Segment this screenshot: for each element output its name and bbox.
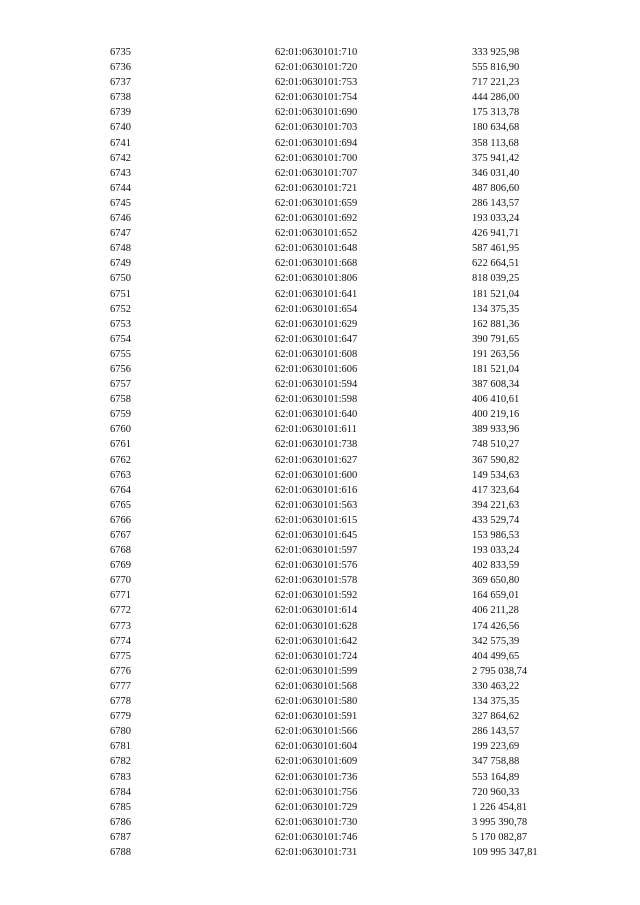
cadastral-number: 62:01:0630101:707 [275, 167, 358, 179]
row-number: 6739 [110, 107, 131, 119]
row-number: 6760 [110, 424, 131, 436]
row-number: 6742 [110, 152, 131, 164]
cadastral-value: 346 031,40 [472, 167, 520, 179]
cadastral-number: 62:01:0630101:591 [275, 711, 358, 723]
cadastral-value: 327 864,62 [472, 711, 520, 723]
cadastral-number: 62:01:0630101:627 [275, 454, 358, 466]
row-number: 6755 [110, 348, 131, 360]
cadastral-number: 62:01:0630101:611 [275, 424, 357, 436]
cadastral-value: 406 410,61 [472, 394, 520, 406]
table-row [110, 513, 570, 528]
row-number: 6778 [110, 696, 131, 708]
row-number: 6765 [110, 499, 131, 511]
cadastral-number: 62:01:0630101:720 [275, 62, 358, 74]
cadastral-number: 62:01:0630101:730 [275, 816, 358, 828]
cadastral-number: 62:01:0630101:606 [275, 363, 358, 375]
row-number: 6777 [110, 680, 131, 692]
cadastral-value: 404 499,65 [472, 650, 520, 662]
row-number: 6736 [110, 62, 131, 74]
cadastral-value: 193 033,24 [472, 213, 520, 225]
row-number: 6754 [110, 333, 131, 345]
cadastral-value: 487 806,60 [472, 182, 520, 194]
cadastral-value: 333 925,98 [472, 47, 520, 58]
table-row [110, 845, 570, 860]
table-row [110, 60, 570, 75]
cadastral-number: 62:01:0630101:703 [275, 122, 358, 134]
cadastral-value: 717 221,23 [472, 77, 520, 89]
cadastral-number: 62:01:0630101:694 [275, 137, 358, 149]
row-number: 6775 [110, 650, 131, 662]
cadastral-value-table [110, 45, 570, 860]
cadastral-number: 62:01:0630101:736 [275, 771, 358, 783]
row-number: 6743 [110, 167, 131, 179]
table-row [110, 181, 570, 196]
table-row [110, 483, 570, 498]
cadastral-number: 62:01:0630101:598 [275, 394, 358, 406]
cadastral-number: 62:01:0630101:746 [275, 831, 358, 843]
table-row [110, 302, 570, 317]
table-row [110, 437, 570, 452]
cadastral-number: 62:01:0630101:648 [275, 243, 358, 255]
cadastral-value: 175 313,78 [472, 107, 520, 119]
row-number: 6750 [110, 273, 131, 285]
cadastral-number: 62:01:0630101:614 [275, 605, 358, 617]
row-number: 6787 [110, 831, 131, 843]
cadastral-number: 62:01:0630101:592 [275, 590, 358, 602]
cadastral-value: 390 791,65 [472, 333, 520, 345]
cadastral-number: 62:01:0630101:654 [275, 303, 358, 315]
cadastral-number: 62:01:0630101:576 [275, 560, 358, 572]
cadastral-value: 358 113,68 [472, 137, 519, 149]
cadastral-value: 400 219,16 [472, 409, 520, 421]
cadastral-value: 134 375,35 [472, 696, 520, 708]
table-row [110, 588, 570, 603]
row-number: 6761 [110, 439, 131, 451]
table-row [110, 770, 570, 785]
table-row [110, 422, 570, 437]
cadastral-number: 62:01:0630101:756 [275, 786, 358, 798]
table-row [110, 754, 570, 769]
cadastral-number: 62:01:0630101:599 [275, 665, 358, 677]
cadastral-value: 818 039,25 [472, 273, 520, 285]
cadastral-number: 62:01:0630101:641 [275, 288, 358, 300]
cadastral-value: 347 758,88 [472, 756, 520, 768]
table-row [110, 724, 570, 739]
row-number: 6745 [110, 197, 131, 209]
row-number: 6744 [110, 182, 131, 194]
table-row [110, 694, 570, 709]
cadastral-value: 180 634,68 [472, 122, 520, 134]
cadastral-number: 62:01:0630101:563 [275, 499, 358, 511]
table-row [110, 528, 570, 543]
row-number: 6785 [110, 801, 131, 813]
row-number: 6748 [110, 243, 131, 255]
cadastral-number: 62:01:0630101:729 [275, 801, 358, 813]
table-row [110, 709, 570, 724]
cadastral-value: 193 033,24 [472, 545, 520, 557]
cadastral-value: 417 323,64 [472, 484, 520, 496]
row-number: 6737 [110, 77, 131, 89]
row-number: 6766 [110, 514, 131, 526]
table-row [110, 392, 570, 407]
row-number: 6741 [110, 137, 131, 149]
table-row [110, 362, 570, 377]
cadastral-number: 62:01:0630101:721 [275, 182, 358, 194]
cadastral-number: 62:01:0630101:753 [275, 77, 358, 89]
table-row [110, 287, 570, 302]
table-row [110, 573, 570, 588]
table-row [110, 634, 570, 649]
table-row [110, 347, 570, 362]
cadastral-number: 62:01:0630101:566 [275, 726, 358, 738]
cadastral-value: 367 590,82 [472, 454, 520, 466]
cadastral-value: 426 941,71 [472, 228, 520, 240]
cadastral-value: 174 426,56 [472, 620, 520, 632]
cadastral-number: 62:01:0630101:600 [275, 469, 358, 481]
cadastral-number: 62:01:0630101:642 [275, 635, 358, 647]
row-number: 6767 [110, 530, 131, 541]
cadastral-value: 149 534,63 [472, 469, 520, 481]
cadastral-number: 62:01:0630101:652 [275, 228, 358, 240]
table-row [110, 619, 570, 634]
cadastral-number: 62:01:0630101:604 [275, 741, 358, 753]
cadastral-number: 62:01:0630101:578 [275, 575, 358, 587]
cadastral-number: 62:01:0630101:754 [275, 92, 358, 104]
cadastral-number: 62:01:0630101:629 [275, 318, 358, 330]
cadastral-value: 199 223,69 [472, 741, 520, 753]
cadastral-value: 286 143,57 [472, 726, 520, 738]
cadastral-number: 62:01:0630101:628 [275, 620, 358, 632]
cadastral-number: 62:01:0630101:724 [275, 650, 358, 662]
table-row [110, 377, 570, 392]
table-row [110, 800, 570, 815]
row-number: 6764 [110, 484, 131, 496]
cadastral-value: 555 816,90 [472, 62, 520, 74]
row-number: 6779 [110, 711, 131, 723]
cadastral-value: 164 659,01 [472, 590, 520, 602]
cadastral-number: 62:01:0630101:568 [275, 680, 358, 692]
table-row [110, 739, 570, 754]
row-number: 6759 [110, 409, 131, 421]
row-number: 6773 [110, 620, 131, 632]
cadastral-number: 62:01:0630101:806 [275, 273, 358, 285]
cadastral-number: 62:01:0630101:608 [275, 348, 358, 360]
row-number: 6776 [110, 665, 131, 677]
row-number: 6780 [110, 726, 131, 738]
table-row [110, 785, 570, 800]
cadastral-number: 62:01:0630101:710 [275, 47, 358, 58]
cadastral-value: 720 960,33 [472, 786, 520, 798]
cadastral-number: 62:01:0630101:645 [275, 530, 358, 541]
table-row [110, 151, 570, 166]
table-row [110, 679, 570, 694]
row-number: 6768 [110, 545, 131, 557]
table-row [110, 453, 570, 468]
row-number: 6757 [110, 379, 131, 391]
cadastral-number: 62:01:0630101:690 [275, 107, 358, 119]
cadastral-number: 62:01:0630101:700 [275, 152, 358, 164]
table-row [110, 75, 570, 90]
table-row [110, 45, 570, 60]
cadastral-number: 62:01:0630101:580 [275, 696, 358, 708]
cadastral-value: 553 164,89 [472, 771, 520, 783]
table-row [110, 543, 570, 558]
cadastral-value: 2 795 038,74 [472, 665, 528, 677]
cadastral-number: 62:01:0630101:692 [275, 213, 358, 225]
cadastral-value: 375 941,42 [472, 152, 520, 164]
cadastral-value: 191 263,56 [472, 348, 520, 360]
cadastral-value: 162 881,36 [472, 318, 520, 330]
row-number: 6749 [110, 258, 131, 270]
cadastral-number: 62:01:0630101:609 [275, 756, 358, 768]
cadastral-value: 1 226 454,81 [472, 801, 528, 813]
table-row [110, 815, 570, 830]
row-number: 6781 [110, 741, 131, 753]
row-number: 6784 [110, 786, 131, 798]
row-number: 6752 [110, 303, 131, 315]
table-row [110, 498, 570, 513]
table-row [110, 407, 570, 422]
table-row [110, 317, 570, 332]
cadastral-number: 62:01:0630101:659 [275, 197, 358, 209]
cadastral-number: 62:01:0630101:640 [275, 409, 358, 421]
cadastral-value: 153 986,53 [472, 530, 520, 541]
cadastral-value: 181 521,04 [472, 363, 520, 375]
cadastral-value: 587 461,95 [472, 243, 520, 255]
row-number: 6783 [110, 771, 131, 783]
cadastral-value: 286 143,57 [472, 197, 520, 209]
cadastral-value: 433 529,74 [472, 514, 520, 526]
row-number: 6774 [110, 635, 131, 647]
cadastral-value: 369 650,80 [472, 575, 520, 587]
cadastral-value: 330 463,22 [472, 680, 520, 692]
row-number: 6771 [110, 590, 131, 602]
row-number: 6772 [110, 605, 131, 617]
table-row [110, 120, 570, 135]
cadastral-value: 389 933,96 [472, 424, 520, 436]
cadastral-value: 181 521,04 [472, 288, 520, 300]
table-row [110, 649, 570, 664]
cadastral-value: 406 211,28 [472, 605, 519, 617]
row-number: 6747 [110, 228, 131, 240]
table-row [110, 271, 570, 286]
cadastral-value: 3 995 390,78 [472, 816, 528, 828]
row-number: 6751 [110, 288, 131, 300]
cadastral-number: 62:01:0630101:738 [275, 439, 358, 451]
cadastral-value: 134 375,35 [472, 303, 520, 315]
table-row [110, 166, 570, 181]
row-number: 6740 [110, 122, 131, 134]
row-number: 6738 [110, 92, 131, 104]
row-number: 6756 [110, 363, 131, 375]
row-number: 6782 [110, 756, 131, 768]
cadastral-number: 62:01:0630101:731 [275, 846, 358, 858]
table-row [110, 226, 570, 241]
cadastral-number: 62:01:0630101:597 [275, 545, 358, 557]
cadastral-value: 402 833,59 [472, 560, 520, 572]
table-row [110, 558, 570, 573]
table-row [110, 241, 570, 256]
row-number: 6746 [110, 213, 131, 225]
table-row [110, 468, 570, 483]
table-row [110, 136, 570, 151]
cadastral-number: 62:01:0630101:615 [275, 514, 358, 526]
cadastral-number: 62:01:0630101:616 [275, 484, 358, 496]
table-row [110, 90, 570, 105]
cadastral-value: 342 575,39 [472, 635, 520, 647]
cadastral-value: 394 221,63 [472, 499, 520, 511]
cadastral-value: 5 170 082,87 [472, 831, 528, 843]
row-number: 6735 [110, 47, 131, 58]
table-row [110, 664, 570, 679]
cadastral-value: 387 608,34 [472, 379, 520, 391]
row-number: 6788 [110, 846, 131, 858]
row-number: 6763 [110, 469, 131, 481]
cadastral-value: 622 664,51 [472, 258, 520, 270]
table-row [110, 196, 570, 211]
row-number: 6786 [110, 816, 131, 828]
table-row [110, 830, 570, 845]
table-row [110, 603, 570, 618]
table-row [110, 105, 570, 120]
cadastral-number: 62:01:0630101:647 [275, 333, 358, 345]
cadastral-value: 748 510,27 [472, 439, 520, 451]
table-row [110, 256, 570, 271]
row-number: 6758 [110, 394, 131, 406]
row-number: 6753 [110, 318, 131, 330]
table-row [110, 211, 570, 226]
cadastral-value: 444 286,00 [472, 92, 520, 104]
cadastral-number: 62:01:0630101:668 [275, 258, 358, 270]
row-number: 6770 [110, 575, 131, 587]
row-number: 6769 [110, 560, 131, 572]
cadastral-number: 62:01:0630101:594 [275, 379, 358, 391]
table-row [110, 332, 570, 347]
cadastral-value: 109 995 347,81 [472, 846, 538, 858]
row-number: 6762 [110, 454, 131, 466]
